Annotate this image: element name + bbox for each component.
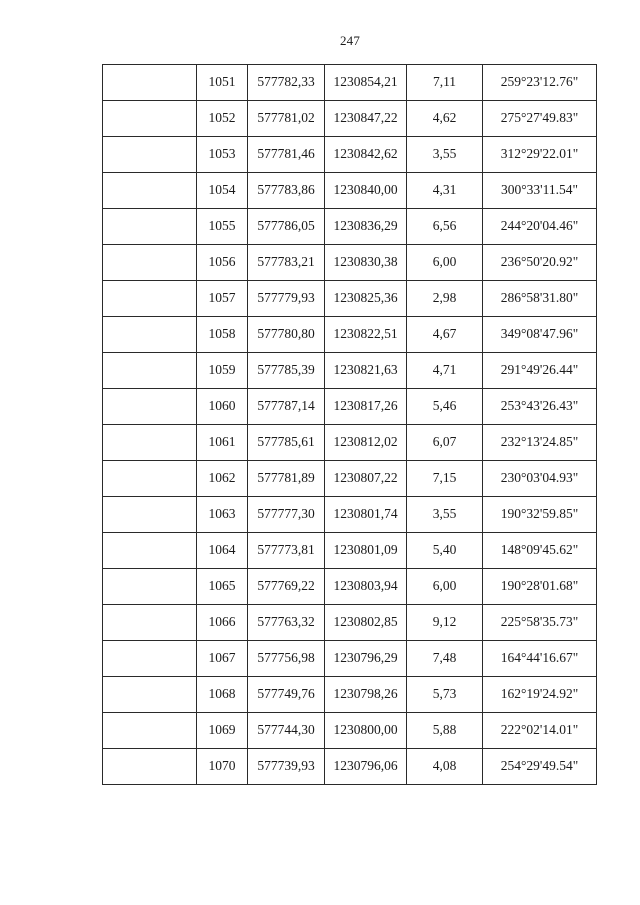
x-coordinate-cell: 577756,98: [248, 641, 325, 677]
x-coordinate-cell: 577785,61: [248, 425, 325, 461]
y-coordinate-cell: 1230854,21: [325, 65, 407, 101]
x-coordinate-cell: 577779,93: [248, 281, 325, 317]
x-coordinate-cell: 577787,14: [248, 389, 325, 425]
point-number-cell: 1060: [197, 389, 248, 425]
angle-cell: 291°49'26.44": [483, 353, 597, 389]
table-row: [103, 101, 597, 137]
x-coordinate-cell: 577769,22: [248, 569, 325, 605]
table-row: [103, 605, 597, 641]
length-cell: 7,15: [407, 461, 483, 497]
blank-cell: [103, 461, 197, 497]
point-number-cell: 1053: [197, 137, 248, 173]
table-row: [103, 389, 597, 425]
y-coordinate-cell: 1230825,36: [325, 281, 407, 317]
y-coordinate-cell: 1230822,51: [325, 317, 407, 353]
x-coordinate-cell: 577744,30: [248, 713, 325, 749]
angle-cell: 190°32'59.85": [483, 497, 597, 533]
blank-cell: [103, 749, 197, 785]
point-number-cell: 1063: [197, 497, 248, 533]
y-coordinate-cell: 1230796,29: [325, 641, 407, 677]
table-row: [103, 461, 597, 497]
length-cell: 4,31: [407, 173, 483, 209]
length-cell: 4,08: [407, 749, 483, 785]
table-row: [103, 209, 597, 245]
point-number-cell: 1051: [197, 65, 248, 101]
table-row: [103, 641, 597, 677]
x-coordinate-cell: 577781,46: [248, 137, 325, 173]
length-cell: 5,46: [407, 389, 483, 425]
x-coordinate-cell: 577777,30: [248, 497, 325, 533]
x-coordinate-cell: 577749,76: [248, 677, 325, 713]
table-body: [103, 65, 597, 785]
blank-cell: [103, 317, 197, 353]
y-coordinate-cell: 1230798,26: [325, 677, 407, 713]
blank-cell: [103, 569, 197, 605]
table-row: [103, 425, 597, 461]
blank-cell: [103, 281, 197, 317]
blank-cell: [103, 245, 197, 281]
length-cell: 4,62: [407, 101, 483, 137]
table-row: [103, 533, 597, 569]
table-row: [103, 137, 597, 173]
length-cell: 9,12: [407, 605, 483, 641]
y-coordinate-cell: 1230842,62: [325, 137, 407, 173]
blank-cell: [103, 425, 197, 461]
blank-cell: [103, 353, 197, 389]
length-cell: 7,11: [407, 65, 483, 101]
length-cell: 4,71: [407, 353, 483, 389]
point-number-cell: 1062: [197, 461, 248, 497]
x-coordinate-cell: 577783,21: [248, 245, 325, 281]
length-cell: 3,55: [407, 137, 483, 173]
angle-cell: 244°20'04.46": [483, 209, 597, 245]
blank-cell: [103, 713, 197, 749]
x-coordinate-cell: 577781,02: [248, 101, 325, 137]
table-row: [103, 497, 597, 533]
angle-cell: 300°33'11.54": [483, 173, 597, 209]
length-cell: 7,48: [407, 641, 483, 677]
y-coordinate-cell: 1230830,38: [325, 245, 407, 281]
table-row: [103, 173, 597, 209]
length-cell: 6,00: [407, 569, 483, 605]
angle-cell: 253°43'26.43": [483, 389, 597, 425]
y-coordinate-cell: 1230800,00: [325, 713, 407, 749]
point-number-cell: 1059: [197, 353, 248, 389]
length-cell: 4,67: [407, 317, 483, 353]
blank-cell: [103, 137, 197, 173]
x-coordinate-cell: 577786,05: [248, 209, 325, 245]
angle-cell: 190°28'01.68": [483, 569, 597, 605]
table-row: [103, 569, 597, 605]
point-number-cell: 1055: [197, 209, 248, 245]
angle-cell: 162°19'24.92": [483, 677, 597, 713]
x-coordinate-cell: 577739,93: [248, 749, 325, 785]
blank-cell: [103, 173, 197, 209]
angle-cell: 222°02'14.01": [483, 713, 597, 749]
table-row: [103, 353, 597, 389]
angle-cell: 286°58'31.80": [483, 281, 597, 317]
blank-cell: [103, 101, 197, 137]
angle-cell: 236°50'20.92": [483, 245, 597, 281]
blank-cell: [103, 389, 197, 425]
angle-cell: 230°03'04.93": [483, 461, 597, 497]
x-coordinate-cell: 577773,81: [248, 533, 325, 569]
length-cell: 5,40: [407, 533, 483, 569]
x-coordinate-cell: 577763,32: [248, 605, 325, 641]
y-coordinate-cell: 1230836,29: [325, 209, 407, 245]
point-number-cell: 1065: [197, 569, 248, 605]
y-coordinate-cell: 1230802,85: [325, 605, 407, 641]
angle-cell: 312°29'22.01": [483, 137, 597, 173]
blank-cell: [103, 209, 197, 245]
x-coordinate-cell: 577780,80: [248, 317, 325, 353]
length-cell: 2,98: [407, 281, 483, 317]
table-row: [103, 749, 597, 785]
x-coordinate-cell: 577781,89: [248, 461, 325, 497]
point-number-cell: 1069: [197, 713, 248, 749]
page-number: 247: [339, 33, 361, 48]
angle-cell: 259°23'12.76": [483, 65, 597, 101]
length-cell: 6,00: [407, 245, 483, 281]
angle-cell: 349°08'47.96": [483, 317, 597, 353]
y-coordinate-cell: 1230803,94: [325, 569, 407, 605]
point-number-cell: 1064: [197, 533, 248, 569]
angle-cell: 164°44'16.67": [483, 641, 597, 677]
angle-cell: 275°27'49.83": [483, 101, 597, 137]
y-coordinate-cell: 1230801,74: [325, 497, 407, 533]
y-coordinate-cell: 1230796,06: [325, 749, 407, 785]
blank-cell: [103, 677, 197, 713]
angle-cell: 232°13'24.85": [483, 425, 597, 461]
point-number-cell: 1054: [197, 173, 248, 209]
point-number-cell: 1056: [197, 245, 248, 281]
point-number-cell: 1068: [197, 677, 248, 713]
point-number-cell: 1067: [197, 641, 248, 677]
table-row: [103, 281, 597, 317]
blank-cell: [103, 641, 197, 677]
y-coordinate-cell: 1230840,00: [325, 173, 407, 209]
angle-cell: 148°09'45.62": [483, 533, 597, 569]
coordinates-table: [102, 64, 597, 785]
length-cell: 5,73: [407, 677, 483, 713]
point-number-cell: 1057: [197, 281, 248, 317]
y-coordinate-cell: 1230812,02: [325, 425, 407, 461]
blank-cell: [103, 533, 197, 569]
x-coordinate-cell: 577782,33: [248, 65, 325, 101]
table-row: [103, 677, 597, 713]
point-number-cell: 1052: [197, 101, 248, 137]
point-number-cell: 1058: [197, 317, 248, 353]
y-coordinate-cell: 1230821,63: [325, 353, 407, 389]
length-cell: 5,88: [407, 713, 483, 749]
table-row: [103, 65, 597, 101]
point-number-cell: 1066: [197, 605, 248, 641]
y-coordinate-cell: 1230807,22: [325, 461, 407, 497]
angle-cell: 225°58'35.73": [483, 605, 597, 641]
length-cell: 6,56: [407, 209, 483, 245]
angle-cell: 254°29'49.54": [483, 749, 597, 785]
blank-cell: [103, 605, 197, 641]
y-coordinate-cell: 1230801,09: [325, 533, 407, 569]
x-coordinate-cell: 577785,39: [248, 353, 325, 389]
table-row: [103, 713, 597, 749]
point-number-cell: 1070: [197, 749, 248, 785]
table-row: [103, 317, 597, 353]
blank-cell: [103, 65, 197, 101]
y-coordinate-cell: 1230847,22: [325, 101, 407, 137]
point-number-cell: 1061: [197, 425, 248, 461]
length-cell: 3,55: [407, 497, 483, 533]
length-cell: 6,07: [407, 425, 483, 461]
blank-cell: [103, 497, 197, 533]
y-coordinate-cell: 1230817,26: [325, 389, 407, 425]
table-row: [103, 245, 597, 281]
x-coordinate-cell: 577783,86: [248, 173, 325, 209]
